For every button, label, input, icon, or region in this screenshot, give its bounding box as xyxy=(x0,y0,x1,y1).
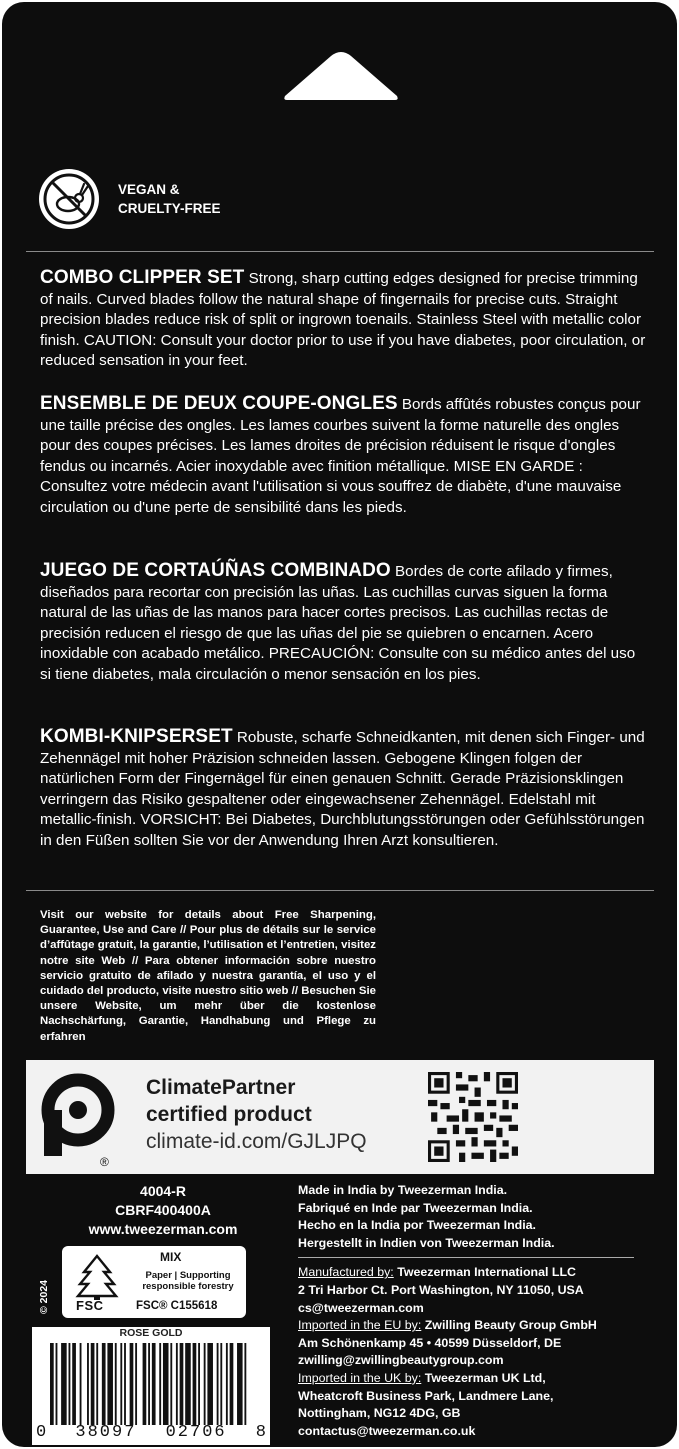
fsc-mix: MIX xyxy=(160,1250,182,1264)
manufacturer-line xyxy=(298,1264,658,1282)
divider xyxy=(26,890,654,891)
fsc-claim-line-2: responsible forestry xyxy=(142,1281,234,1292)
finish-label: ROSE GOLD xyxy=(119,1327,183,1339)
climate-line-2: certified product xyxy=(146,1103,312,1126)
climate-partner-panel xyxy=(26,1060,654,1174)
eu-importer-name: Zwilling Beauty Group GmbH xyxy=(424,1318,597,1333)
website-note: Visit our website for details about Free Sharpening, Guarantee, Use and Care // Pour plus de détails sur le service d’affûtage gratuit, la garantie, l’utilisation et l’entretien, visitez notre site Web // Para obtener información sobre nuestro servicio gratuito de afilado y nuestra garantía, el uso y el cuidado del producto, visite nuestro sitio web // Besuchen Sie unsere Website, um mehr über die kostenlose Nachschärfung, Garantie, Handhabung und Pflege zu erfahren xyxy=(40,909,376,1043)
uk-importer-label: Imported in the UK by: xyxy=(298,1370,422,1385)
fsc-claim xyxy=(134,1270,242,1292)
section-body: Bords affûtés robustes conçus pour une taille précise des ongles. Les lames courbes suivent la forme naturelle des ongles pour des coupes précises. Les lames droites de précision réduisent le risque d'ongles fendus ou incarnés. Acier inoxydable avec finition métallique. MISE EN GARDE : Consultez votre médecin avant l'utilisation si vous souffrez de diabète, d'une mauvaise circulation ou d'une perte de sensibilité dans les pieds. xyxy=(40,396,641,516)
eu-importer-email: zwilling@zwillingbeautygroup.com xyxy=(298,1353,504,1368)
no-rabbit-icon xyxy=(38,168,100,230)
divider xyxy=(26,251,654,252)
manufacturer-name: Tweezerman International LLC xyxy=(397,1265,576,1280)
barcode-group-right: 02706 xyxy=(165,1423,227,1442)
section-english xyxy=(40,268,646,372)
eu-importer-line xyxy=(298,1317,658,1335)
model-number: 4004-R xyxy=(140,1183,186,1199)
fsc-label xyxy=(62,1246,246,1318)
manufacturer-label: Manufactured by: xyxy=(298,1265,394,1280)
eu-importer-label: Imported in the EU by: xyxy=(298,1318,422,1333)
climate-partner-text xyxy=(146,1074,367,1155)
hang-hole-icon xyxy=(279,50,403,108)
product-code: CBRF400400A xyxy=(115,1202,211,1218)
barcode-digits xyxy=(36,1423,266,1442)
fsc-code: FSC® C155618 xyxy=(136,1300,218,1312)
climate-line-1: ClimatePartner xyxy=(146,1076,296,1099)
website-url: www.tweezerman.com xyxy=(88,1221,238,1237)
manufacturer-address: 2 Tri Harbor Ct. Port Washington, NY 11050, USA xyxy=(298,1282,584,1297)
section-german xyxy=(40,727,646,852)
vegan-badge xyxy=(38,168,221,230)
section-heading: ENSEMBLE DE DEUX COUPE-ONGLES xyxy=(40,393,398,414)
fsc-word: FSC xyxy=(76,1298,104,1313)
uk-importer-address-1: Wheatcroft Business Park, Landmere Lane, xyxy=(298,1388,554,1403)
section-heading: JUEGO DE CORTAÚÑAS COMBINADO xyxy=(40,560,391,581)
qr-code-icon xyxy=(428,1072,518,1162)
section-heading: KOMBI-KNIPSERSET xyxy=(40,726,233,747)
barcode-bars-icon xyxy=(50,1343,250,1425)
section-spanish xyxy=(40,561,646,686)
made-in-line: Hergestellt in Indien von Tweezerman India. xyxy=(298,1235,555,1250)
uk-importer-email: contactus@tweezerman.co.uk xyxy=(298,1423,476,1438)
origin-and-importers xyxy=(298,1182,658,1440)
uk-importer-name: Tweezerman UK Ltd, xyxy=(424,1370,546,1385)
packaging-back-card xyxy=(2,2,677,1447)
made-in-line: Hecho en la India por Tweezerman India. xyxy=(298,1218,536,1233)
climate-partner-logo-icon xyxy=(40,1070,120,1168)
climate-id-link: climate-id.com/GJLJPQ xyxy=(146,1130,367,1153)
section-body: Robuste, scharfe Schneidkanten, mit denen sich Finger- und Zehennägel mit hoher Präzision schneiden lassen. Gebogene Klingen folgen der natürlichen Form der Fingernägel für einen genauen Schnitt. Gerade Präzisionsklingen verringern das Risiko gespaltener oder eingewachsener Zehennägel. Edelstahl mit metallic-finish. VORSICHT: Bei Diabetes, Durchblutungsstörungen oder Gefühlsstörungen in den Füßen sollten Sie vor der Anwendung Ihren Arzt konsultieren. xyxy=(40,729,645,849)
barcode-digit-lead: 0 xyxy=(36,1423,47,1442)
divider xyxy=(298,1257,634,1258)
barcode xyxy=(32,1327,270,1445)
barcode-group-left: 38097 xyxy=(75,1423,137,1442)
vegan-line-2: CRUELTY-FREE xyxy=(118,201,221,216)
vegan-label xyxy=(118,180,221,218)
copyright: © 2024 xyxy=(38,1279,50,1314)
uk-importer-line xyxy=(298,1370,658,1388)
section-body: Strong, sharp cutting edges designed for precise trimming of nails. Curved blades follow the natural shape of fingernails for precise cuts. Straight precision blades reduce risk of split or ingrown toenails. Stainless Steel with metallic color finish. CAUTION: Consult your doctor prior to use if you have diabetes, poor circulation, or reduced sensation in your feet. xyxy=(40,270,646,370)
made-in-line: Fabriqué en Inde par Tweezerman India. xyxy=(298,1200,533,1215)
fsc-claim-line-1: Paper | Supporting xyxy=(145,1270,231,1281)
uk-importer-address-2: Nottingham, NG12 4DG, GB xyxy=(298,1406,461,1421)
registered-mark: ® xyxy=(100,1155,109,1168)
made-in-line: Made in India by Tweezerman India. xyxy=(298,1183,508,1197)
section-heading: COMBO CLIPPER SET xyxy=(40,267,245,288)
section-french xyxy=(40,394,646,519)
manufacturer-email: cs@tweezerman.com xyxy=(298,1300,424,1315)
barcode-digit-check: 8 xyxy=(255,1423,266,1442)
eu-importer-address: Am Schönenkamp 45 • 40599 Düsseldorf, DE xyxy=(298,1335,562,1350)
product-codes xyxy=(40,1182,270,1239)
vegan-line-1: VEGAN & xyxy=(118,182,180,197)
section-body: Bordes de corte afilado y firmes, diseñados para recortar con precisión las uñas. Las cuchillas curvas siguen la forma natural de las uñas de las manos para hacer cortes precisos. Las cuchillas rectas de precisión reducen el riesgo de que las uñas del pie se quiebren o encarnen. Acero inoxidable con acabado metálico. PRECAUCIÓN: Consulte con su médico antes del uso si tiene diabetes, mala circulación o menor sensación en los pies. xyxy=(40,563,636,683)
